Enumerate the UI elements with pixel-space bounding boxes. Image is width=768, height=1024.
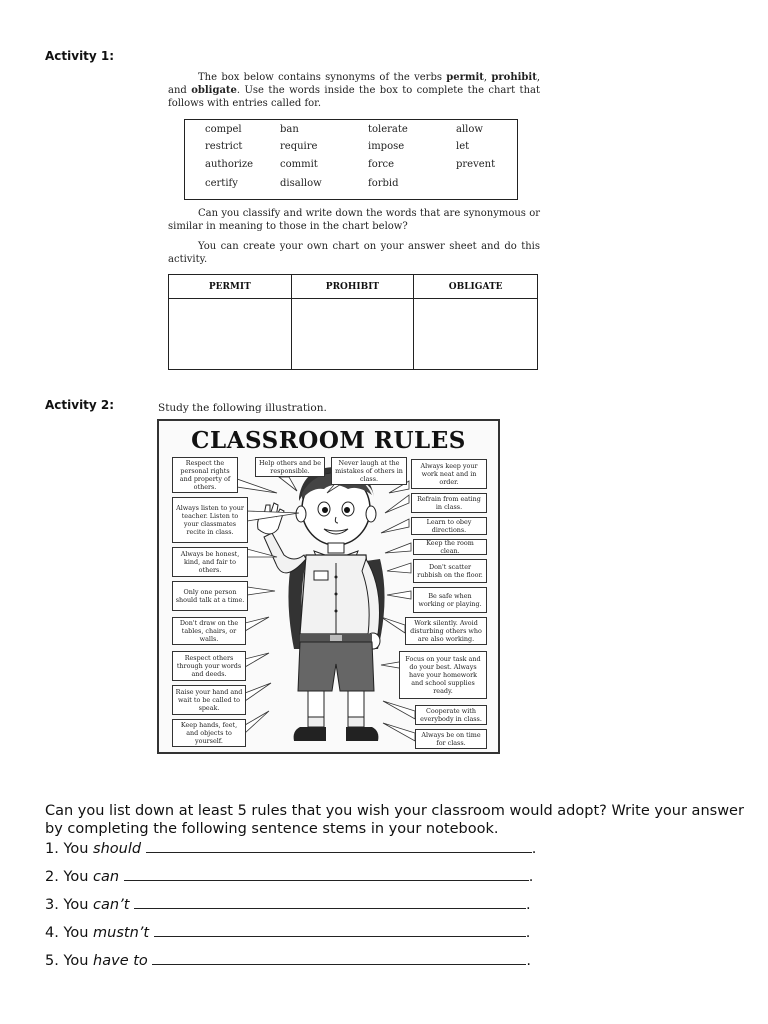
chart-cell-obligate: [414, 299, 538, 370]
rule-bubble: Keep the room clean.: [413, 539, 487, 555]
word-item: disallow: [280, 178, 322, 189]
activity-2-heading: Activity 2:: [45, 398, 115, 412]
sentence-stem-3: 3. You can’t .: [45, 894, 531, 914]
rule-bubble: Focus on your task and do your best. Always have your homework and school supplies ready.: [399, 651, 487, 699]
word-item: authorize: [205, 159, 254, 170]
rule-bubble: Always keep your work neat and in order.: [411, 459, 487, 489]
rule-bubble: Never laugh at the mistakes of others in class.: [331, 457, 407, 485]
word-item: certify: [205, 178, 238, 189]
sentence-stem-4: 4. You mustn’t .: [45, 922, 530, 942]
rule-bubble: Learn to obey directions.: [411, 517, 487, 535]
sentence-stem-2: 2. You can .: [45, 866, 533, 886]
activity-1-heading: Activity 1:: [45, 49, 115, 63]
rule-bubble: Always be honest, kind, and fair to others.: [172, 547, 248, 577]
word-box: [184, 119, 518, 200]
word-item: forbid: [368, 178, 399, 189]
word-item: commit: [280, 159, 318, 170]
rule-bubble: Cooperate with everybody in class.: [415, 705, 487, 725]
word-item: force: [368, 159, 395, 170]
rule-bubble: Raise your hand and wait to be called to speak.: [172, 685, 246, 715]
rule-bubble: Respect the personal rights and property of others.: [172, 457, 238, 493]
word-item: ban: [280, 124, 299, 135]
sentence-stem-5: 5. You have to .: [45, 950, 531, 970]
classroom-rules-poster: [157, 419, 500, 754]
rule-bubble: Help others and be responsible.: [255, 457, 325, 477]
rule-bubble: Always listen to your teacher. Listen to your classmates recite in class.: [172, 497, 248, 543]
sentence-stem-1: 1. You should .: [45, 838, 536, 858]
chart-cell-permit: [169, 299, 292, 370]
chart-header-obligate: OBLIGATE: [414, 275, 538, 299]
chart-header-prohibit: PROHIBIT: [291, 275, 414, 299]
synonym-chart: [168, 274, 538, 370]
word-item: let: [456, 141, 470, 152]
word-item: tolerate: [368, 124, 408, 135]
word-item: compel: [205, 124, 242, 135]
rule-bubble: Always be on time for class.: [415, 729, 487, 749]
rule-bubble: Keep hands, feet, and objects to yourself.: [172, 719, 246, 747]
rule-bubble: Don't draw on the tables, chairs, or walls.: [172, 617, 246, 645]
classify-text: Can you classify and write down the words that are synonymous or similar in meaning to those in the chart below?: [168, 208, 540, 232]
rule-bubble: Refrain from eating in class.: [411, 493, 487, 513]
rule-bubble: Respect others through your words and deeds.: [172, 651, 246, 681]
question-text: Can you list down at least 5 rules that you wish your classroom would adopt? Write your answer by completing the following sentence stems in your notebook.: [45, 803, 744, 837]
rule-bubble: Don't scatter rubbish on the floor.: [413, 559, 487, 583]
rule-bubble: Be safe when working or playing.: [413, 587, 487, 613]
answer-blank[interactable]: [124, 866, 529, 881]
word-item: allow: [456, 124, 483, 135]
chart-instruction: You can create your own chart on your answer sheet and do this activity.: [168, 241, 540, 265]
chart-cell-prohibit: [291, 299, 414, 370]
permit-word: permit: [446, 72, 484, 83]
answer-blank[interactable]: [152, 950, 526, 965]
chart-header-permit: PERMIT: [169, 275, 292, 299]
word-item: impose: [368, 141, 405, 152]
word-item: require: [280, 141, 318, 152]
poster-title: CLASSROOM RULES: [191, 427, 466, 454]
answer-blank[interactable]: [154, 922, 526, 937]
rule-bubble: Work silently. Avoid disturbing others who are also working.: [405, 617, 487, 645]
word-item: prevent: [456, 159, 496, 170]
prohibit-word: prohibit: [491, 72, 537, 83]
illustration-instruction: Study the following illustration.: [158, 402, 327, 414]
answer-blank[interactable]: [146, 838, 532, 853]
word-item: restrict: [205, 141, 243, 152]
rule-bubble: Only one person should talk at a time.: [172, 581, 248, 611]
activity-1-intro: The box below contains synonyms of the verbs permit, prohibit, and obligate. Use the words inside the box to complete the chart that follows with entries called for.: [168, 72, 541, 109]
answer-blank[interactable]: [134, 894, 526, 909]
obligate-word: obligate: [191, 85, 237, 96]
